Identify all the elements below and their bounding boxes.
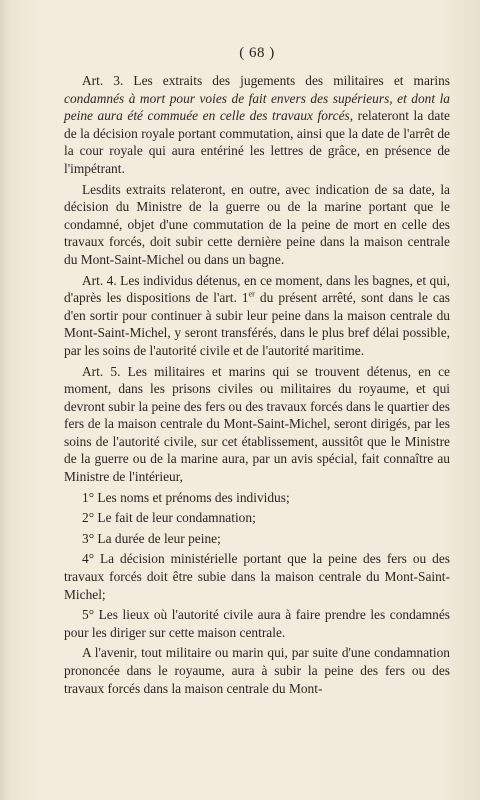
article-3-text-a: Les extraits des jugements des militaires et marins — [133, 73, 451, 88]
article-3-label: Art. 3. — [82, 73, 124, 88]
article-5-label: Art. 5. — [82, 363, 121, 379]
final-paragraph: A l'avenir, tout militaire ou marin qui, par suite d'une condamnation prononcée dans le royaume, aura à subir la peine des fers ou des travaux forcés dans la maison centrale du Mont- — [64, 645, 450, 696]
list-item-2: 2° Le fait de leur condamnation; — [82, 510, 256, 526]
paragraph-extraits: Lesdits extraits relateront, en outre, avec indication de sa date, la décision du Ministre de la guerre ou de la marine portant que le condamné, objet d'une commutation de la peine de mort en celle des travaux forcés, doit subir cette dernière peine dans la maison centrale du Mont-Saint-Michel ou dans un bagne. — [64, 181, 450, 267]
article-3-text-b: , relateront la date de la décision royale portant commutation, ainsi que la date de l'arrêt de la cour royale qui aura entériné les lettres de grâce, en présence de l'impétrant. — [64, 108, 450, 176]
article-4-paragraph — [64, 272, 450, 360]
page-edge-shadow — [0, 0, 10, 800]
article-4-superscript: er — [248, 289, 255, 299]
list-item-5: 5° Les lieux où l'autorité civile aura à faire prendre les condamnés pour les diriger sur cette maison centrale. — [64, 607, 450, 640]
article-3-italic-text: condamnés à mort pour voies de fait envers des supérieurs, et dont la peine aura été commuée en celle des travaux forcés — [64, 90, 450, 124]
article-5-paragraph — [64, 363, 450, 486]
article-5-text: Les militaires et marins qui se trouvent détenus, en ce moment, dans les prisons civiles ou militaires du royaume, et qui devront subir la peine des fers ou des travaux forcés dans le quartier des fers de la maison centrale du Mont-Saint-Michel, seront dirigés, par les soins de l'autorité civile, sur cet établissement, aussitôt que le Ministre de la guerre ou de la marine aura, par un avis spécial, fait connaître au Ministre de l'intérieur, — [64, 363, 450, 485]
article-4-text-b: du présent arrêté, sont dans le cas d'en sortir pour continuer à subir leur peine dans la maison centrale du Mont-Saint-Michel, y seront transférés, dans le plus bref délai possible, par les soins de l'autorité civile et de l'autorité maritime. — [64, 290, 450, 358]
article-4-text-a: Les individus détenus, en ce moment, dans les bagnes, et qui, d'après les dispositions de l'art. 1 — [64, 272, 450, 306]
article-3-paragraph — [64, 72, 450, 178]
list-item-3: 3° La durée de leur peine; — [82, 530, 221, 546]
list-item-4: 4° La décision ministérielle portant que la peine des fers ou des travaux forcés doit être subie dans la maison centrale du Mont-Saint-Michel; — [64, 551, 450, 602]
list-item-1: 1° Les noms et prénoms des individus; — [82, 489, 290, 505]
article-4-label: Art. 4. — [82, 272, 117, 288]
page-number: ( 68 ) — [239, 45, 275, 61]
